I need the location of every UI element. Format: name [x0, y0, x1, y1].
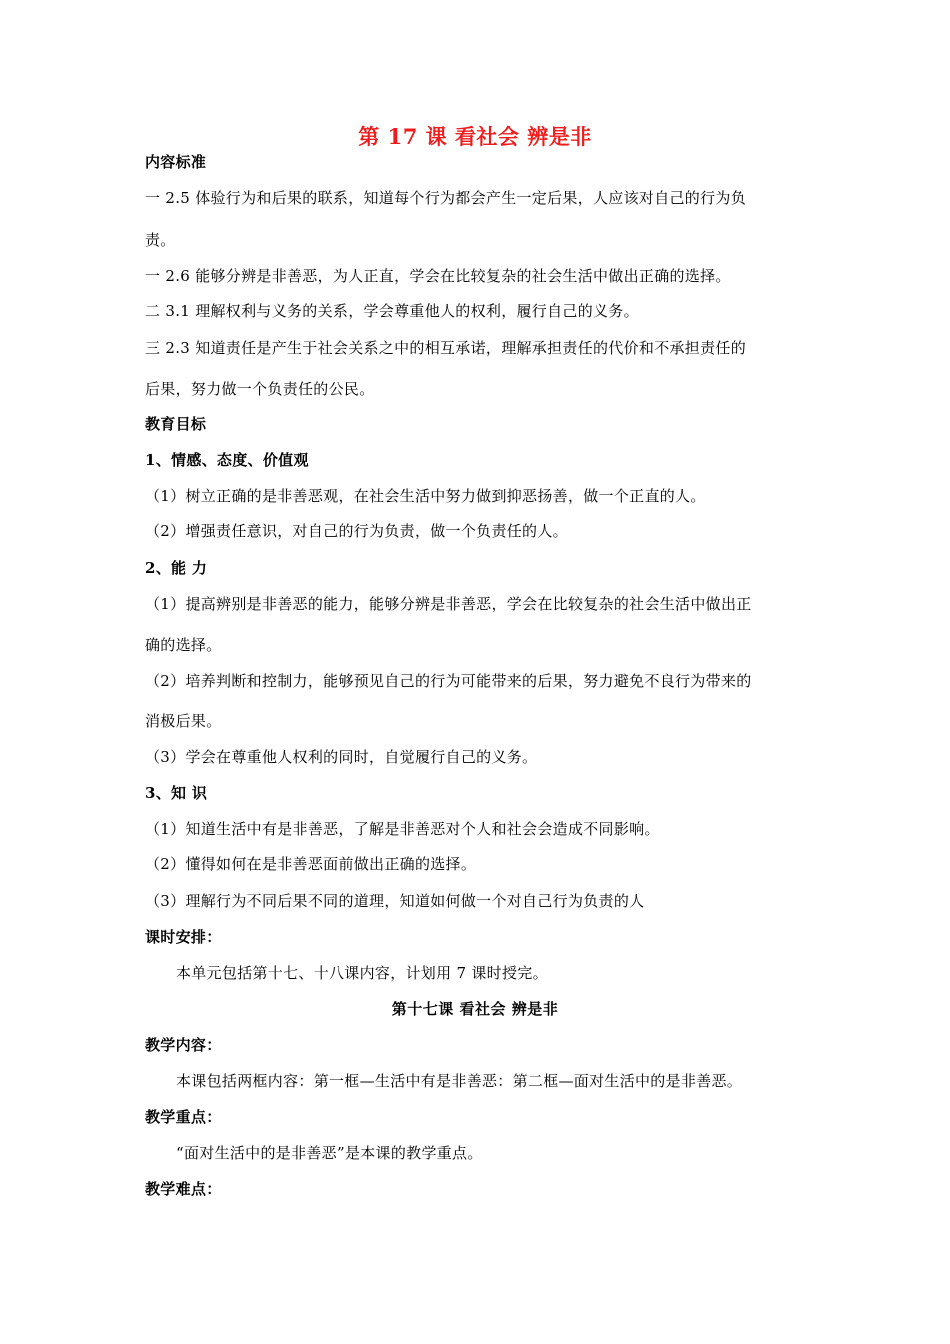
goal-line: 确的选择。 — [145, 636, 222, 654]
goal-line: （1）提高辨别是非善恶的能力，能够分辨是非善恶，学会在比较复杂的社会生活中做出正 — [145, 595, 752, 613]
goal-line: （1）树立正确的是非善恶观，在社会生活中努力做到抑恶扬善，做一个正直的人。 — [145, 487, 706, 505]
goal-line: （3）理解行为不同后果不同的道理，知道如何做一个对自己行为负责的人 — [145, 892, 645, 910]
content-standard-line: 一 2.6 能够分辨是非善恶，为人正直，学会在比较复杂的社会生活中做出正确的选择。 — [145, 267, 731, 285]
content-standard-line: 二 3.1 理解权利与义务的关系，学会尊重他人的权利，履行自己的义务。 — [145, 302, 639, 320]
content-standard-line: 一 2.5 体验行为和后果的联系，知道每个行为都会产生一定后果，人应该对自己的行为负 — [145, 189, 746, 207]
section-heading-knowledge: 3、知 识 — [145, 784, 208, 802]
content-standard-line: 后果，努力做一个负责任的公民。 — [145, 380, 375, 398]
schedule-heading: 课时安排： — [145, 928, 222, 946]
goal-line: （2）增强责任意识，对自己的行为负责，做一个负责任的人。 — [145, 522, 568, 540]
section-heading-ability: 2、能 力 — [145, 559, 208, 577]
section-heading-attitude: 1、情感、态度、价值观 — [145, 451, 309, 469]
teaching-difficulty-heading: 教学难点： — [145, 1180, 222, 1198]
teaching-focus-text: “面对生活中的是非善恶”是本课的教学重点。 — [176, 1144, 483, 1162]
lesson-subtitle: 第十七课 看社会 辨是非 — [391, 1000, 559, 1018]
schedule-text: 本单元包括第十七、十八课内容，计划用 7 课时授完。 — [176, 964, 548, 982]
education-goals-heading: 教育目标 — [145, 415, 207, 433]
goal-line: （2）培养判断和控制力，能够预见自己的行为可能带来的后果，努力避免不良行为带来的 — [145, 672, 752, 690]
goal-line: （2）懂得如何在是非善恶面前做出正确的选择。 — [145, 855, 477, 873]
goal-line: 消极后果。 — [145, 712, 222, 730]
document-title: 第 17 课 看社会 辨是非 — [358, 124, 592, 149]
goal-line: （1）知道生活中有是非善恶，了解是非善恶对个人和社会会造成不同影响。 — [145, 820, 660, 838]
content-standard-line: 三 2.3 知道责任是产生于社会关系之中的相互承诺，理解承担责任的代价和不承担责任的 — [145, 339, 746, 357]
teaching-focus-heading: 教学重点： — [145, 1108, 222, 1126]
teaching-content-heading: 教学内容： — [145, 1036, 222, 1054]
content-standard-line: 责。 — [145, 231, 176, 249]
content-standard-heading: 内容标准 — [145, 153, 207, 171]
teaching-content-text: 本课包括两框内容：第一框—生活中有是非善恶：第二框—面对生活中的是非善恶。 — [176, 1072, 743, 1090]
goal-line: （3）学会在尊重他人权利的同时，自觉履行自己的义务。 — [145, 748, 538, 766]
